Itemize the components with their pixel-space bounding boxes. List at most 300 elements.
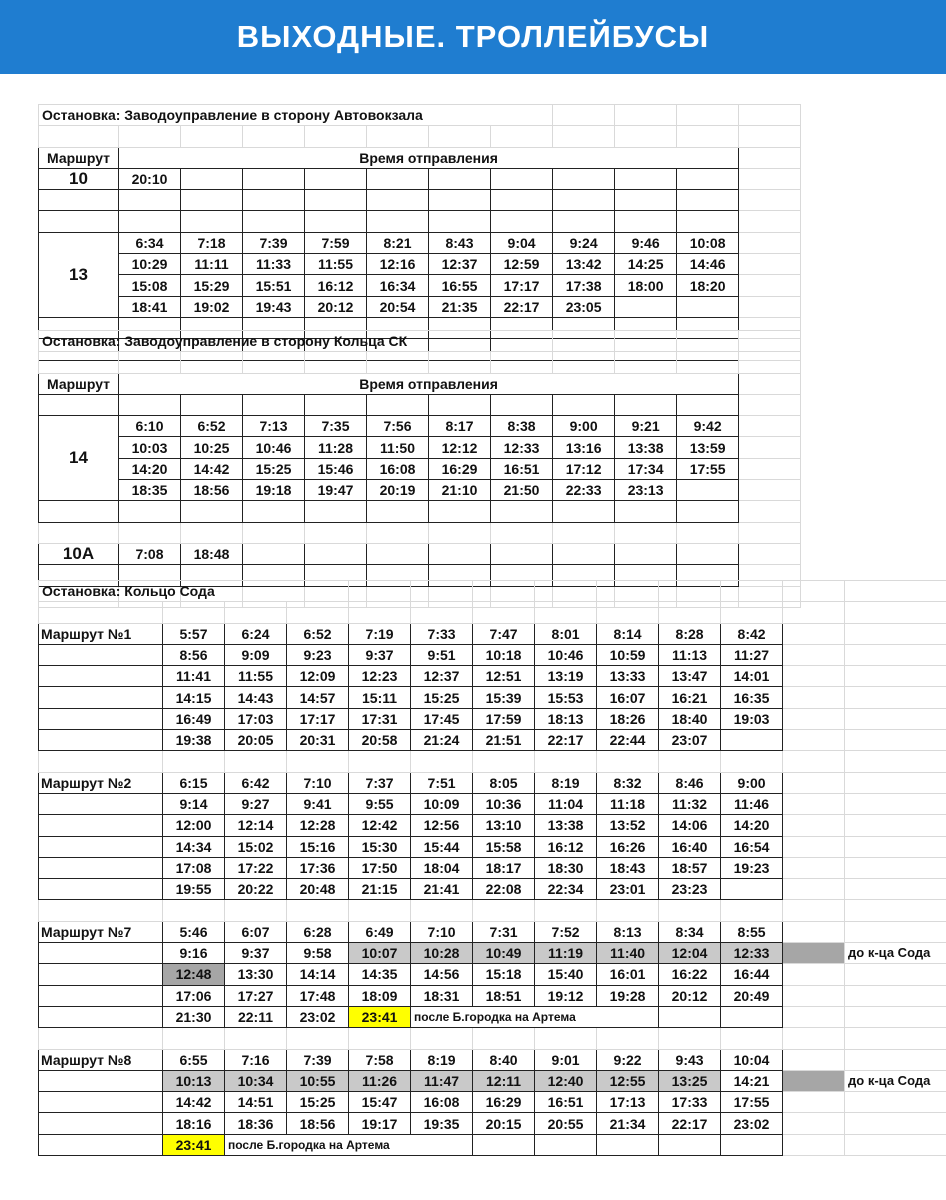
table-row [39, 543, 801, 564]
empty-cell [845, 815, 946, 836]
departure-time: 15:11 [349, 687, 411, 708]
table-row [39, 921, 946, 942]
departure-time: 23:02 [287, 1006, 349, 1027]
empty-cell [677, 126, 739, 147]
departure-time: 13:38 [615, 437, 677, 458]
empty-cell [845, 772, 946, 793]
col-time-header: Время отправления [119, 373, 739, 394]
empty-cell [739, 437, 801, 458]
departure-time: 8:32 [597, 772, 659, 793]
empty-cell [845, 857, 946, 878]
departure-time: 12:48 [163, 964, 225, 985]
departure-time: 18:48 [181, 543, 243, 564]
departure-time: 11:46 [721, 793, 783, 814]
table-row [39, 211, 801, 232]
empty-cell [783, 985, 845, 1006]
departure-time: 6:10 [119, 416, 181, 437]
empty-cell [367, 190, 429, 211]
empty-cell [783, 1028, 845, 1049]
empty-cell [845, 687, 946, 708]
empty-cell [783, 666, 845, 687]
empty-cell [367, 543, 429, 564]
table-row [39, 581, 946, 602]
departure-time: 9:43 [659, 1049, 721, 1070]
departure-time: 14:42 [181, 458, 243, 479]
route-label: Маршрут №7 [39, 921, 163, 942]
empty-cell [739, 331, 801, 352]
schedule-table-kolco-sk [38, 330, 801, 608]
departure-time: 7:31 [473, 921, 535, 942]
departure-time: 9:24 [553, 232, 615, 253]
departure-time: 19:18 [243, 480, 305, 501]
departure-time: 14:56 [411, 964, 473, 985]
empty-cell [615, 211, 677, 232]
departure-time: 13:30 [225, 964, 287, 985]
empty-cell [721, 751, 783, 772]
departure-time: 19:47 [305, 480, 367, 501]
table-row [39, 900, 946, 921]
empty-cell [287, 602, 349, 623]
departure-time: 8:34 [659, 921, 721, 942]
departure-time: 10:36 [473, 793, 535, 814]
departure-time: 18:00 [615, 275, 677, 296]
departure-time: 9:16 [163, 943, 225, 964]
departure-time: 6:52 [287, 623, 349, 644]
departure-time: 14:34 [163, 836, 225, 857]
empty-cell [39, 602, 163, 623]
table-row [39, 815, 946, 836]
table-row [39, 190, 801, 211]
empty-cell [739, 373, 801, 394]
departure-time: 16:12 [305, 275, 367, 296]
departure-time: 16:08 [411, 1092, 473, 1113]
empty-cell [845, 602, 946, 623]
departure-time: 13:52 [597, 815, 659, 836]
departure-time: 12:40 [535, 1070, 597, 1091]
empty-cell [597, 900, 659, 921]
departure-time: 12:55 [597, 1070, 659, 1091]
empty-cell [845, 793, 946, 814]
departure-time: 10:13 [163, 1070, 225, 1091]
departure-time: 17:31 [349, 708, 411, 729]
departure-time: 15:44 [411, 836, 473, 857]
departure-time: 10:49 [473, 943, 535, 964]
empty-cell [287, 751, 349, 772]
section-title: Остановка: Кольцо Сода [39, 581, 349, 602]
departure-time: 13:25 [659, 1070, 721, 1091]
departure-time: 9:01 [535, 1049, 597, 1070]
departure-time: 16:35 [721, 687, 783, 708]
departure-time: 18:09 [349, 985, 411, 1006]
empty-cell [739, 480, 801, 501]
departure-time: 5:46 [163, 921, 225, 942]
departure-time: 16:22 [659, 964, 721, 985]
departure-time: 21:50 [491, 480, 553, 501]
table-row [39, 943, 946, 964]
empty-cell [39, 730, 163, 751]
departure-time: 12:33 [721, 943, 783, 964]
departure-time: 16:07 [597, 687, 659, 708]
departure-time: 11:50 [367, 437, 429, 458]
empty-cell [739, 105, 801, 126]
empty-cell [783, 879, 845, 900]
departure-time: 21:51 [473, 730, 535, 751]
departure-time: 16:51 [535, 1092, 597, 1113]
empty-cell [845, 985, 946, 1006]
col-route-header: Маршрут [39, 147, 119, 168]
empty-cell [473, 1134, 535, 1155]
departure-time: 19:17 [349, 1113, 411, 1134]
departure-time: 14:20 [119, 458, 181, 479]
departure-time: 12:33 [491, 437, 553, 458]
gray-filler [783, 943, 845, 964]
empty-cell [597, 581, 659, 602]
departure-time: 18:30 [535, 857, 597, 878]
departure-time: 12:37 [411, 666, 473, 687]
empty-cell [677, 331, 739, 352]
empty-cell [39, 1028, 163, 1049]
empty-cell [305, 211, 367, 232]
departure-time: 17:27 [225, 985, 287, 1006]
departure-time: 13:16 [553, 437, 615, 458]
empty-cell [429, 190, 491, 211]
empty-cell [243, 352, 305, 373]
empty-cell [615, 352, 677, 373]
table-row [39, 275, 801, 296]
departure-time: 15:53 [535, 687, 597, 708]
departure-time: 11:40 [597, 943, 659, 964]
empty-cell [535, 1028, 597, 1049]
departure-time: 6:07 [225, 921, 287, 942]
empty-cell [845, 1092, 946, 1113]
empty-cell [181, 522, 243, 543]
table-row [39, 394, 801, 415]
departure-time: 11:04 [535, 793, 597, 814]
departure-time: 15:58 [473, 836, 535, 857]
departure-time: 15:08 [119, 275, 181, 296]
empty-cell [739, 232, 801, 253]
departure-time: 22:44 [597, 730, 659, 751]
departure-time: 21:10 [429, 480, 491, 501]
departure-time: 9:51 [411, 644, 473, 665]
empty-cell [783, 730, 845, 751]
departure-time: 7:52 [535, 921, 597, 942]
departure-time: 18:16 [163, 1113, 225, 1134]
empty-cell [491, 543, 553, 564]
table-row [39, 1070, 946, 1091]
departure-time: 20:10 [119, 168, 181, 189]
departure-time: 23:13 [615, 480, 677, 501]
departure-time: 9:00 [553, 416, 615, 437]
empty-cell [721, 1134, 783, 1155]
empty-cell [39, 1134, 163, 1155]
table-row [39, 232, 801, 253]
empty-cell [367, 126, 429, 147]
departure-time: 10:18 [473, 644, 535, 665]
empty-cell [739, 211, 801, 232]
table-row [39, 964, 946, 985]
departure-time: 18:43 [597, 857, 659, 878]
departure-time: 9:37 [225, 943, 287, 964]
table-row [39, 458, 801, 479]
departure-time: 7:35 [305, 416, 367, 437]
empty-cell [305, 501, 367, 522]
departure-time: 9:14 [163, 793, 225, 814]
table-row [39, 1006, 946, 1027]
empty-cell [553, 522, 615, 543]
empty-cell [39, 1092, 163, 1113]
departure-time: 22:33 [553, 480, 615, 501]
empty-cell [615, 105, 677, 126]
empty-cell [783, 1113, 845, 1134]
empty-cell [39, 751, 163, 772]
empty-cell [535, 581, 597, 602]
empty-cell [535, 751, 597, 772]
empty-cell [119, 522, 181, 543]
departure-time: 9:22 [597, 1049, 659, 1070]
departure-time: 16:54 [721, 836, 783, 857]
departure-time: 12:42 [349, 815, 411, 836]
empty-cell [367, 394, 429, 415]
empty-cell [783, 1049, 845, 1070]
departure-time: 16:29 [429, 458, 491, 479]
empty-cell [597, 1134, 659, 1155]
empty-cell [845, 581, 946, 602]
empty-cell [739, 254, 801, 275]
empty-cell [349, 602, 411, 623]
departure-time: 15:25 [243, 458, 305, 479]
departure-time: 14:35 [349, 964, 411, 985]
departure-time: 15:16 [287, 836, 349, 857]
empty-cell [783, 1134, 845, 1155]
departure-time: 7:10 [411, 921, 473, 942]
empty-cell [615, 331, 677, 352]
empty-cell [119, 352, 181, 373]
empty-cell [845, 1006, 946, 1027]
empty-cell [845, 900, 946, 921]
table-row [39, 373, 801, 394]
route-number: 13 [39, 232, 119, 317]
departure-time: 20:55 [535, 1113, 597, 1134]
empty-cell [783, 1006, 845, 1027]
departure-time: 12:51 [473, 666, 535, 687]
departure-time: 10:08 [677, 232, 739, 253]
empty-cell [181, 352, 243, 373]
departure-time: 9:04 [491, 232, 553, 253]
departure-time: 16:12 [535, 836, 597, 857]
empty-cell [845, 879, 946, 900]
empty-cell [677, 480, 739, 501]
table-row [39, 751, 946, 772]
departure-time: 20:12 [305, 296, 367, 317]
departure-time: 6:15 [163, 772, 225, 793]
empty-cell [739, 416, 801, 437]
empty-cell [367, 352, 429, 373]
departure-time: 21:30 [163, 1006, 225, 1027]
empty-cell [535, 1134, 597, 1155]
empty-cell [615, 522, 677, 543]
table-row [39, 105, 801, 126]
departure-time: 15:46 [305, 458, 367, 479]
departure-time: 7:39 [287, 1049, 349, 1070]
departure-time: 17:36 [287, 857, 349, 878]
empty-cell [739, 126, 801, 147]
departure-time: 17:13 [597, 1092, 659, 1113]
section-title: Остановка: Заводоуправление в сторону Кольца СК [39, 331, 553, 352]
empty-cell [39, 522, 119, 543]
empty-cell [783, 815, 845, 836]
table-row [39, 602, 946, 623]
departure-time: 16:01 [597, 964, 659, 985]
empty-cell [367, 522, 429, 543]
departure-time: 7:37 [349, 772, 411, 793]
empty-cell [659, 900, 721, 921]
table-row [39, 985, 946, 1006]
departure-time: 8:38 [491, 416, 553, 437]
table-row [39, 623, 946, 644]
empty-cell [119, 394, 181, 415]
empty-cell [473, 900, 535, 921]
departure-time: 15:30 [349, 836, 411, 857]
departure-time: 10:59 [597, 644, 659, 665]
departure-time: 20:12 [659, 985, 721, 1006]
empty-cell [491, 190, 553, 211]
empty-cell [783, 602, 845, 623]
table-row [39, 708, 946, 729]
departure-time: 16:55 [429, 275, 491, 296]
empty-cell [677, 394, 739, 415]
departure-time: 11:32 [659, 793, 721, 814]
departure-time: 11:27 [721, 644, 783, 665]
empty-cell [677, 501, 739, 522]
departure-time: 11:47 [411, 1070, 473, 1091]
departure-time: 13:47 [659, 666, 721, 687]
side-note: до к-ца Сода [845, 943, 946, 964]
empty-cell [553, 211, 615, 232]
departure-time: 20:48 [287, 879, 349, 900]
departure-time: 19:43 [243, 296, 305, 317]
empty-cell [845, 644, 946, 665]
empty-cell [783, 687, 845, 708]
empty-cell [119, 501, 181, 522]
empty-cell [783, 836, 845, 857]
departure-time: 8:43 [429, 232, 491, 253]
highlighted-time: 23:41 [163, 1134, 225, 1155]
empty-cell [553, 126, 615, 147]
empty-cell [739, 394, 801, 415]
table-row [39, 1049, 946, 1070]
departure-time: 17:12 [553, 458, 615, 479]
departure-time: 16:49 [163, 708, 225, 729]
empty-cell [845, 1113, 946, 1134]
departure-time: 8:40 [473, 1049, 535, 1070]
empty-cell [39, 879, 163, 900]
empty-cell [783, 793, 845, 814]
empty-cell [243, 501, 305, 522]
empty-cell [845, 751, 946, 772]
table-row [39, 1028, 946, 1049]
departure-time: 6:42 [225, 772, 287, 793]
departure-time: 7:19 [349, 623, 411, 644]
table-row [39, 730, 946, 751]
table-row [39, 857, 946, 878]
highlighted-time: 23:41 [349, 1006, 411, 1027]
route-number: 10 [39, 168, 119, 189]
empty-cell [491, 352, 553, 373]
empty-cell [181, 211, 243, 232]
departure-time: 7:18 [181, 232, 243, 253]
empty-cell [39, 211, 119, 232]
table-row [39, 126, 801, 147]
departure-time: 17:50 [349, 857, 411, 878]
departure-time: 20:58 [349, 730, 411, 751]
departure-time: 17:33 [659, 1092, 721, 1113]
empty-cell [783, 1092, 845, 1113]
empty-cell [845, 964, 946, 985]
empty-cell [243, 522, 305, 543]
empty-cell [783, 751, 845, 772]
departure-time: 11:41 [163, 666, 225, 687]
empty-cell [739, 352, 801, 373]
empty-cell [553, 394, 615, 415]
departure-time: 14:14 [287, 964, 349, 985]
empty-cell [39, 793, 163, 814]
departure-time: 18:20 [677, 275, 739, 296]
empty-cell [243, 211, 305, 232]
section-title: Остановка: Заводоуправление в сторону Автовокзала [39, 105, 553, 126]
empty-cell [39, 815, 163, 836]
departure-time: 9:46 [615, 232, 677, 253]
departure-time: 17:45 [411, 708, 473, 729]
empty-cell [597, 1028, 659, 1049]
departure-time: 18:17 [473, 857, 535, 878]
table-row [39, 1092, 946, 1113]
departure-time: 19:02 [181, 296, 243, 317]
departure-time: 9:42 [677, 416, 739, 437]
departure-time: 7:59 [305, 232, 367, 253]
empty-cell [429, 543, 491, 564]
table-row [39, 331, 801, 352]
departure-time: 14:57 [287, 687, 349, 708]
empty-cell [615, 296, 677, 317]
departure-time: 11:55 [305, 254, 367, 275]
departure-time: 17:55 [721, 1092, 783, 1113]
departure-time: 12:09 [287, 666, 349, 687]
empty-cell [349, 581, 411, 602]
departure-time: 5:57 [163, 623, 225, 644]
empty-cell [615, 168, 677, 189]
empty-cell [845, 1049, 946, 1070]
departure-time: 16:51 [491, 458, 553, 479]
departure-time: 18:41 [119, 296, 181, 317]
departure-time: 17:38 [553, 275, 615, 296]
departure-time: 15:02 [225, 836, 287, 857]
page-title: ВЫХОДНЫЕ. ТРОЛЛЕЙБУСЫ [236, 19, 710, 54]
departure-time: 19:23 [721, 857, 783, 878]
empty-cell [739, 458, 801, 479]
route-note: после Б.городка на Артема [411, 1006, 659, 1027]
empty-cell [429, 522, 491, 543]
departure-time: 20:22 [225, 879, 287, 900]
empty-cell [783, 921, 845, 942]
departure-time: 18:04 [411, 857, 473, 878]
departure-time: 9:41 [287, 793, 349, 814]
table-row [39, 644, 946, 665]
departure-time: 16:26 [597, 836, 659, 857]
departure-time: 18:31 [411, 985, 473, 1006]
table-row [39, 501, 801, 522]
empty-cell [411, 1028, 473, 1049]
